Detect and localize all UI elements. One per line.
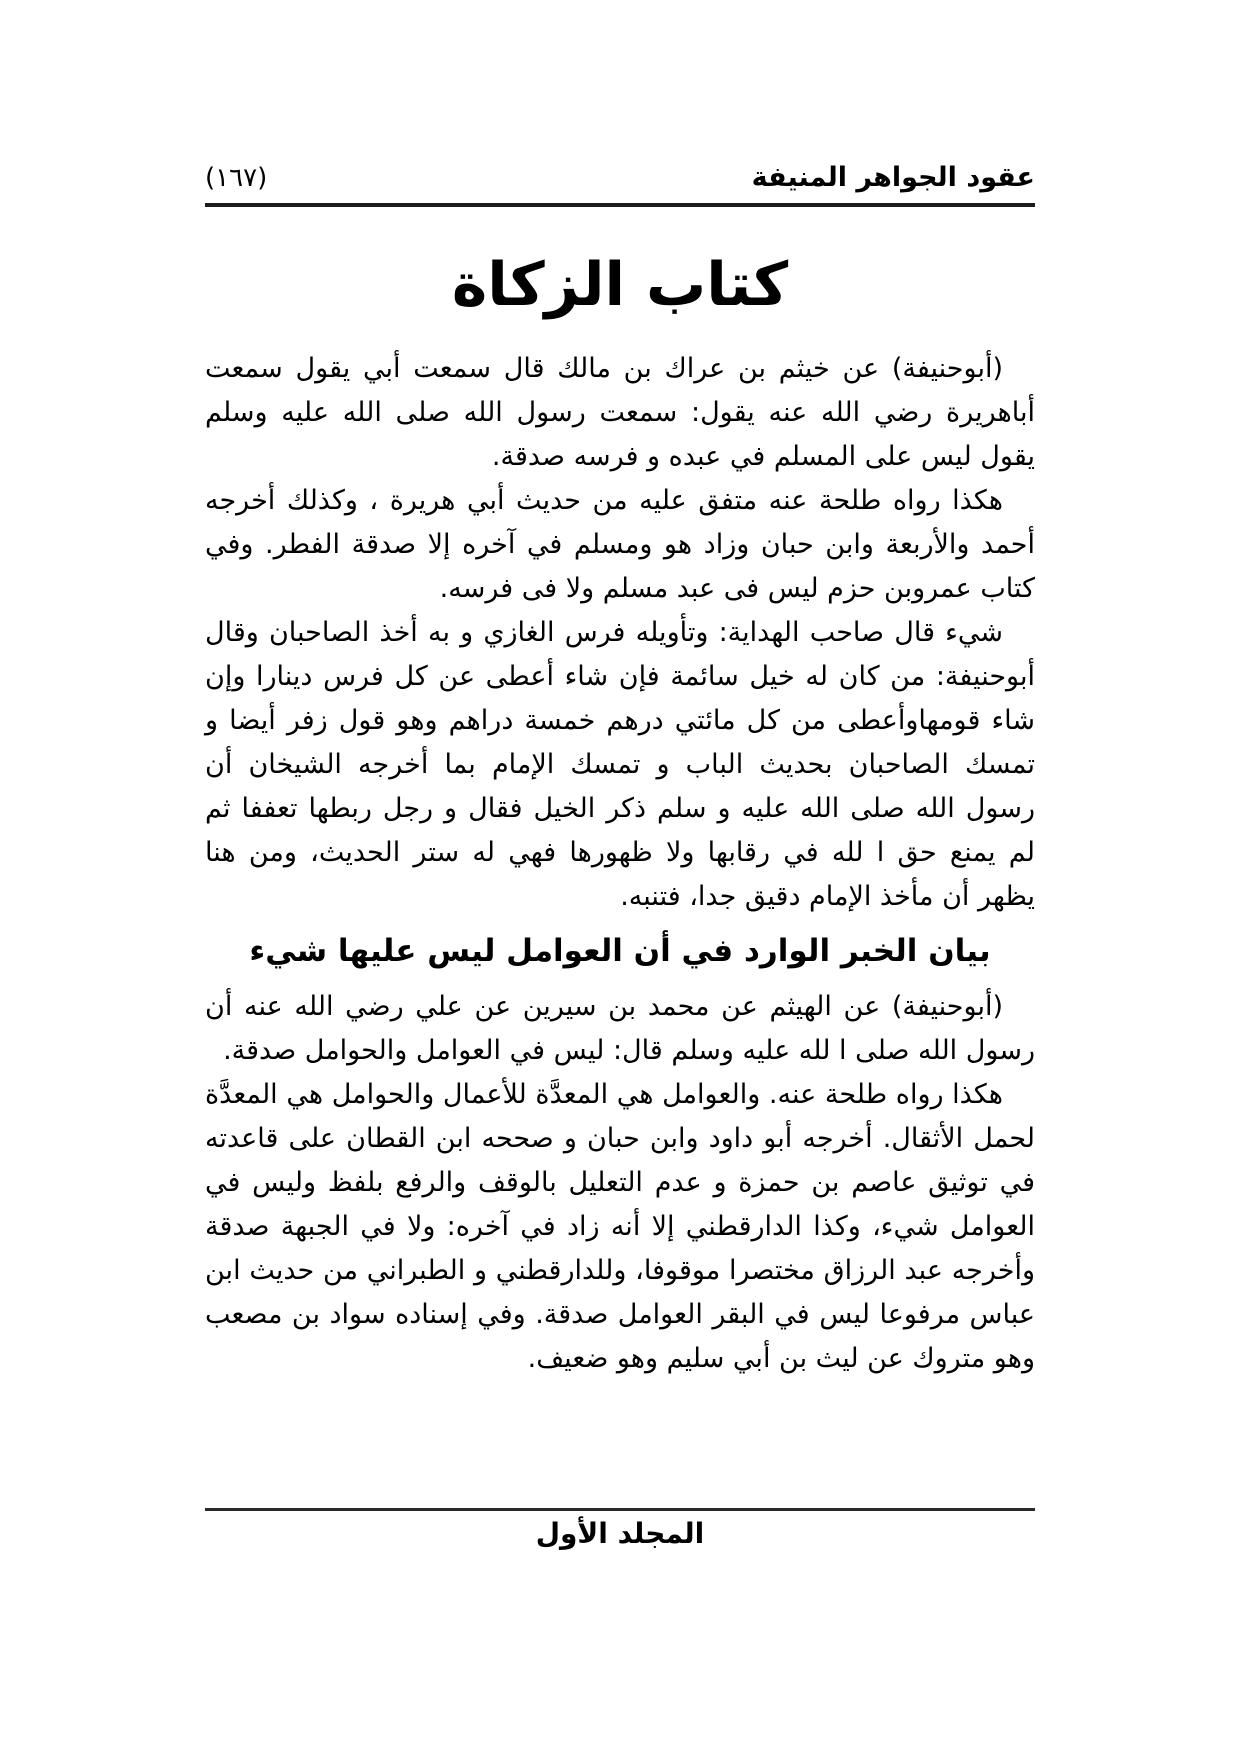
paragraph-commentary-2: شيء قال صاحب الهداية: وتأويله فرس الغازي و به أخذ الصاحبان وقال أبوحنيفة: من كان له خيل سائمة فإن شاء أعطى عن كل فرس دينارا وإن شاء قومهاوأعطى من كل مائتي درهم خمسة دراهم وهو قول زفر أيضا و تمسك الصاحبان بحديث الباب و تمسك الإمام بما أخرجه الشيخان أن رسول الله صلى الله عليه و سلم ذكر الخيل فقال و رجل ربطها تعففا ثم لم يمنع حق ا لله في رقابها ولا ظهورها فهي له ستر الحديث، ومن هنا يظهر أن مأخذ الإمام دقيق جدا، فتنبه. xyxy=(205,617,1035,912)
paragraph-hadith-1: (أبوحنيفة) عن خيثم بن عراك بن مالك قال سمعت أبي يقول سمعت أباهريرة رضي الله عنه يقول: سمعت رسول الله صلى الله عليه وسلم يقول ليس على المسلم في عبده و فرسه صدقة. xyxy=(205,353,1035,472)
paragraph-commentary-1: هكذا رواه طلحة عنه متفق عليه من حديث أبي هريرة ، وكذلك أخرجه أحمد والأربعة وابن حبان وزاد هو ومسلم في آخره إلا صدقة الفطر. وفي كتاب عمروبن حزم ليس فى عبد مسلم ولا فى فرسه. xyxy=(205,485,1035,604)
paragraph-commentary-3: هكذا رواه طلحة عنه. والعوامل هي المعدَّة للأعمال والحوامل هي المعدَّة لحمل الأثقال. أخرجه أبو داود وابن حبان و صححه ابن القطان على قاعدته في توثيق عاصم بن حمزة و عدم التعليل بالوقف والرفع بلفظ وليس في العوامل شيء، وكذا الدارقطني إلا أنه زاد في آخره: ولا في الجبهة صدقة وأخرجه عبد الرزاق مختصرا موقوفا، وللدارقطني و الطبراني من حديث ابن عباس مرفوعا ليس في البقر العوامل صدقة. وفي إسناده سواد بن مصعب وهو متروك عن ليث بن أبي سليم وهو ضعيف. xyxy=(205,1079,1035,1374)
chapter-title: كتاب الزكاة xyxy=(451,250,789,320)
page-footer xyxy=(205,1508,1035,1550)
page-content xyxy=(205,0,1035,1381)
header-divider xyxy=(205,203,1035,207)
section-heading: بيان الخبر الوارد في أن العوامل ليس عليها شيء xyxy=(249,933,991,969)
book-title: عقود الجواهر المنيفة xyxy=(751,162,1035,193)
page-header xyxy=(205,162,1035,193)
paragraph-hadith-2: (أبوحنيفة) عن الهيثم عن محمد بن سيرين عن علي رضي الله عنه أن رسول الله صلى ا لله عليه وسلم قال: ليس في العوامل والحوامل صدقة. xyxy=(205,991,1035,1066)
page-number: (١٦٧) xyxy=(205,163,268,193)
footer-divider xyxy=(205,1508,1035,1511)
volume-label: المجلد الأول xyxy=(535,1517,705,1550)
